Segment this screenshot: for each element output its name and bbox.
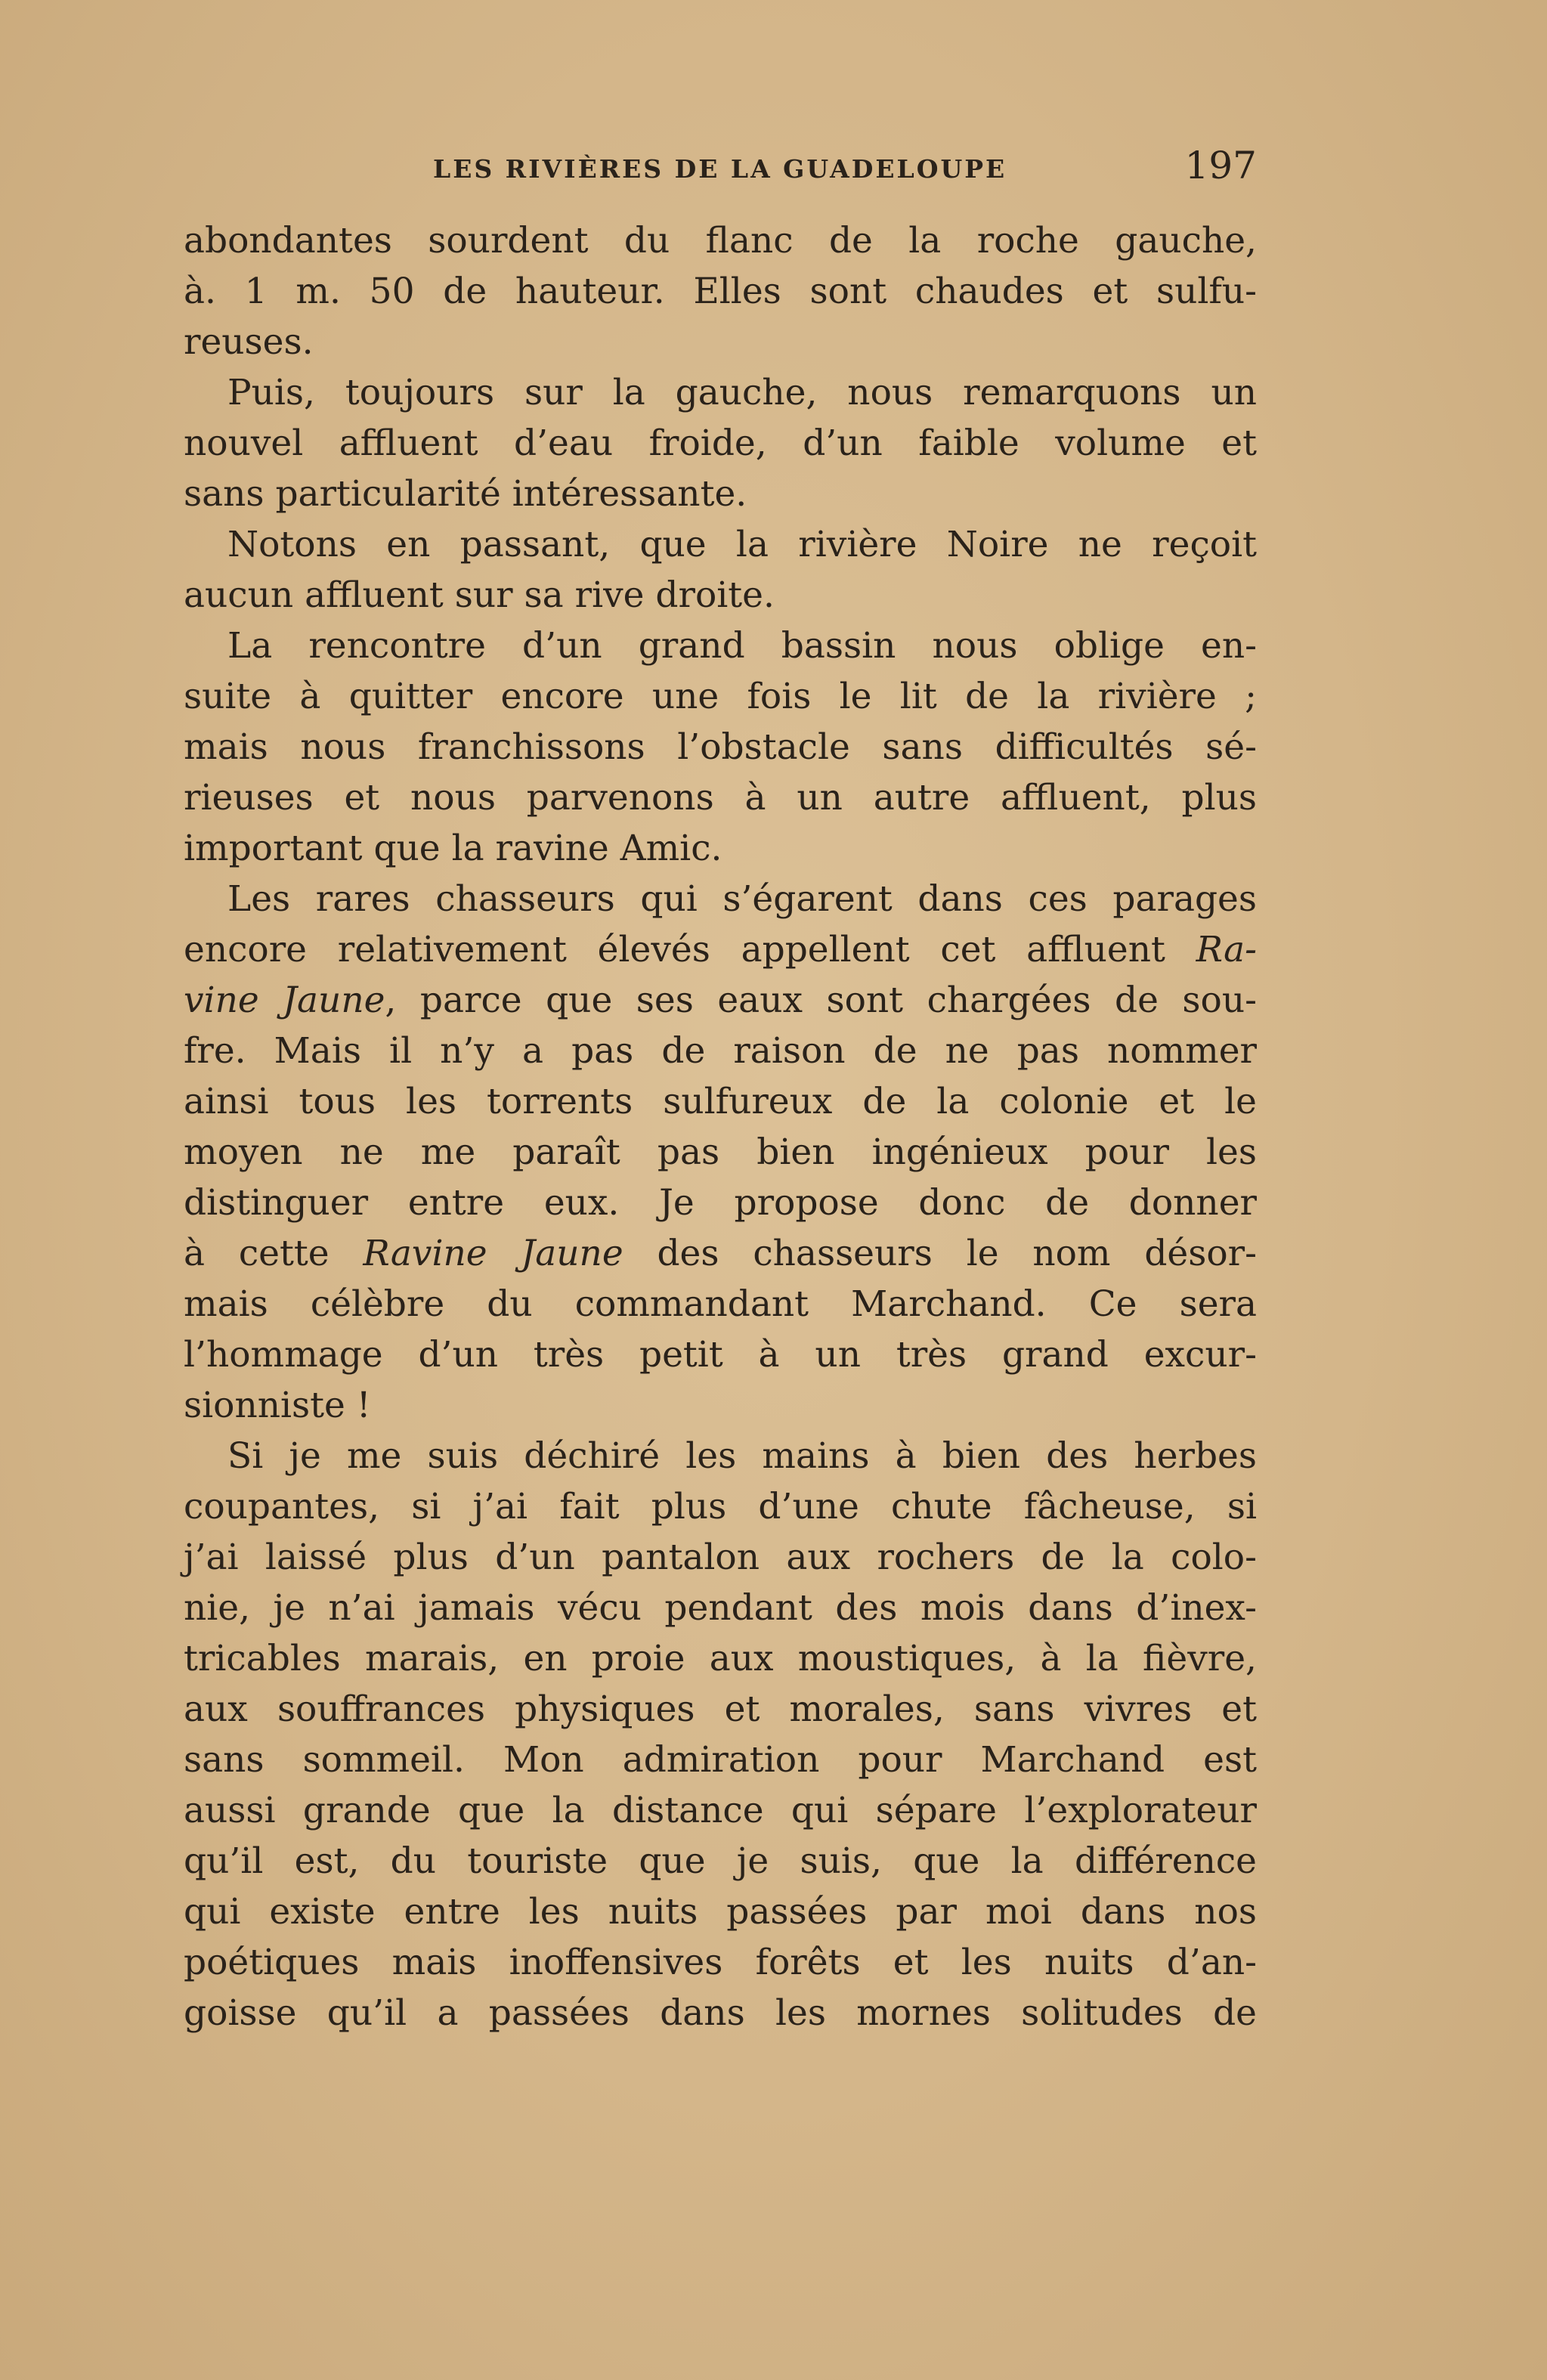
text-line: nouvel affluent d’eau froide, d’un faible volume et: [184, 422, 1257, 464]
text-line: ainsi tous les torrents sulfureux de la colonie et le: [184, 1081, 1257, 1122]
text-line: sans particularité intéressante.: [184, 473, 747, 515]
text-line: distinguer entre eux. Je propose donc de donner: [184, 1182, 1257, 1224]
text-segment: , parce que ses eaux sont chargées de sou-: [385, 980, 1257, 1021]
text-line: à. 1 m. 50 de hauteur. Elles sont chaudes et sulfu-: [184, 271, 1257, 312]
text-line: qui existe entre les nuits passées par moi dans nos: [184, 1891, 1257, 1933]
page-header: [184, 144, 1257, 189]
text-line: [184, 924, 1257, 975]
text-line: aux souffrances physiques et morales, sans vivres et: [184, 1688, 1257, 1730]
text-line: La rencontre d’un grand bassin nous oblige en-: [227, 625, 1257, 667]
text-line: [184, 1228, 1257, 1279]
text-line: poétiques mais inoffensives forêts et les nuits d’an-: [184, 1942, 1257, 1983]
text-line: mais célèbre du commandant Marchand. Ce sera: [184, 1283, 1257, 1325]
body-text: [184, 215, 1257, 2038]
page-number: 197: [1184, 144, 1257, 187]
text-line: sans sommeil. Mon admiration pour Marchand est: [184, 1739, 1257, 1781]
text-segment: à cette: [184, 1233, 364, 1274]
text-line: mais nous franchissons l’obstacle sans difficultés sé-: [184, 726, 1257, 768]
running-title: LES RIVIÈRES DE LA GUADELOUPE: [433, 154, 1007, 184]
text-line: moyen ne me paraît pas bien ingénieux pour les: [184, 1131, 1257, 1173]
text-line: tricables marais, en proie aux moustiques, à la fièvre,: [184, 1638, 1257, 1679]
italic-term: vine Jaune: [184, 980, 385, 1021]
italic-term: Ravine Jaune: [363, 1233, 623, 1274]
text-line: important que la ravine Amic.: [184, 828, 722, 869]
text-line: aussi grande que la distance qui sépare l’explorateur: [184, 1790, 1257, 1831]
text-line: sionniste !: [184, 1385, 371, 1426]
italic-term: Ra-: [1196, 929, 1257, 970]
text-segment: des chasseurs le nom désor-: [623, 1233, 1258, 1274]
text-line: suite à quitter encore une fois le lit de la rivière ;: [184, 676, 1257, 717]
text-line: [184, 975, 1257, 1026]
text-line: nie, je n’ai jamais vécu pendant des mois dans d’inex-: [184, 1587, 1257, 1629]
text-line: fre. Mais il n’y a pas de raison de ne pas nommer: [184, 1030, 1257, 1072]
text-line: goisse qu’il a passées dans les mornes solitudes de: [184, 1992, 1257, 2034]
text-line: j’ai laissé plus d’un pantalon aux rochers de la colo-: [184, 1537, 1257, 1578]
text-line: coupantes, si j’ai fait plus d’une chute fâcheuse, si: [184, 1486, 1257, 1527]
text-line: Si je me suis déchiré les mains à bien des herbes: [227, 1435, 1257, 1477]
text-line: Notons en passant, que la rivière Noire ne reçoit: [227, 524, 1257, 565]
text-line: abondantes sourdent du flanc de la roche gauche,: [184, 220, 1257, 262]
text-line: l’hommage d’un très petit à un très grand excur-: [184, 1334, 1257, 1376]
text-line: aucun affluent sur sa rive droite.: [184, 574, 775, 616]
text-segment: encore relativement élevés appellent cet affluent: [184, 929, 1196, 970]
text-line: Les rares chasseurs qui s’égarent dans ces parages: [227, 878, 1257, 920]
text-line: qu’il est, du touriste que je suis, que la différence: [184, 1840, 1257, 1882]
text-line: reuses.: [184, 321, 314, 363]
text-line: Puis, toujours sur la gauche, nous remarquons un: [227, 372, 1257, 413]
text-line: rieuses et nous parvenons à un autre affluent, plus: [184, 777, 1257, 819]
